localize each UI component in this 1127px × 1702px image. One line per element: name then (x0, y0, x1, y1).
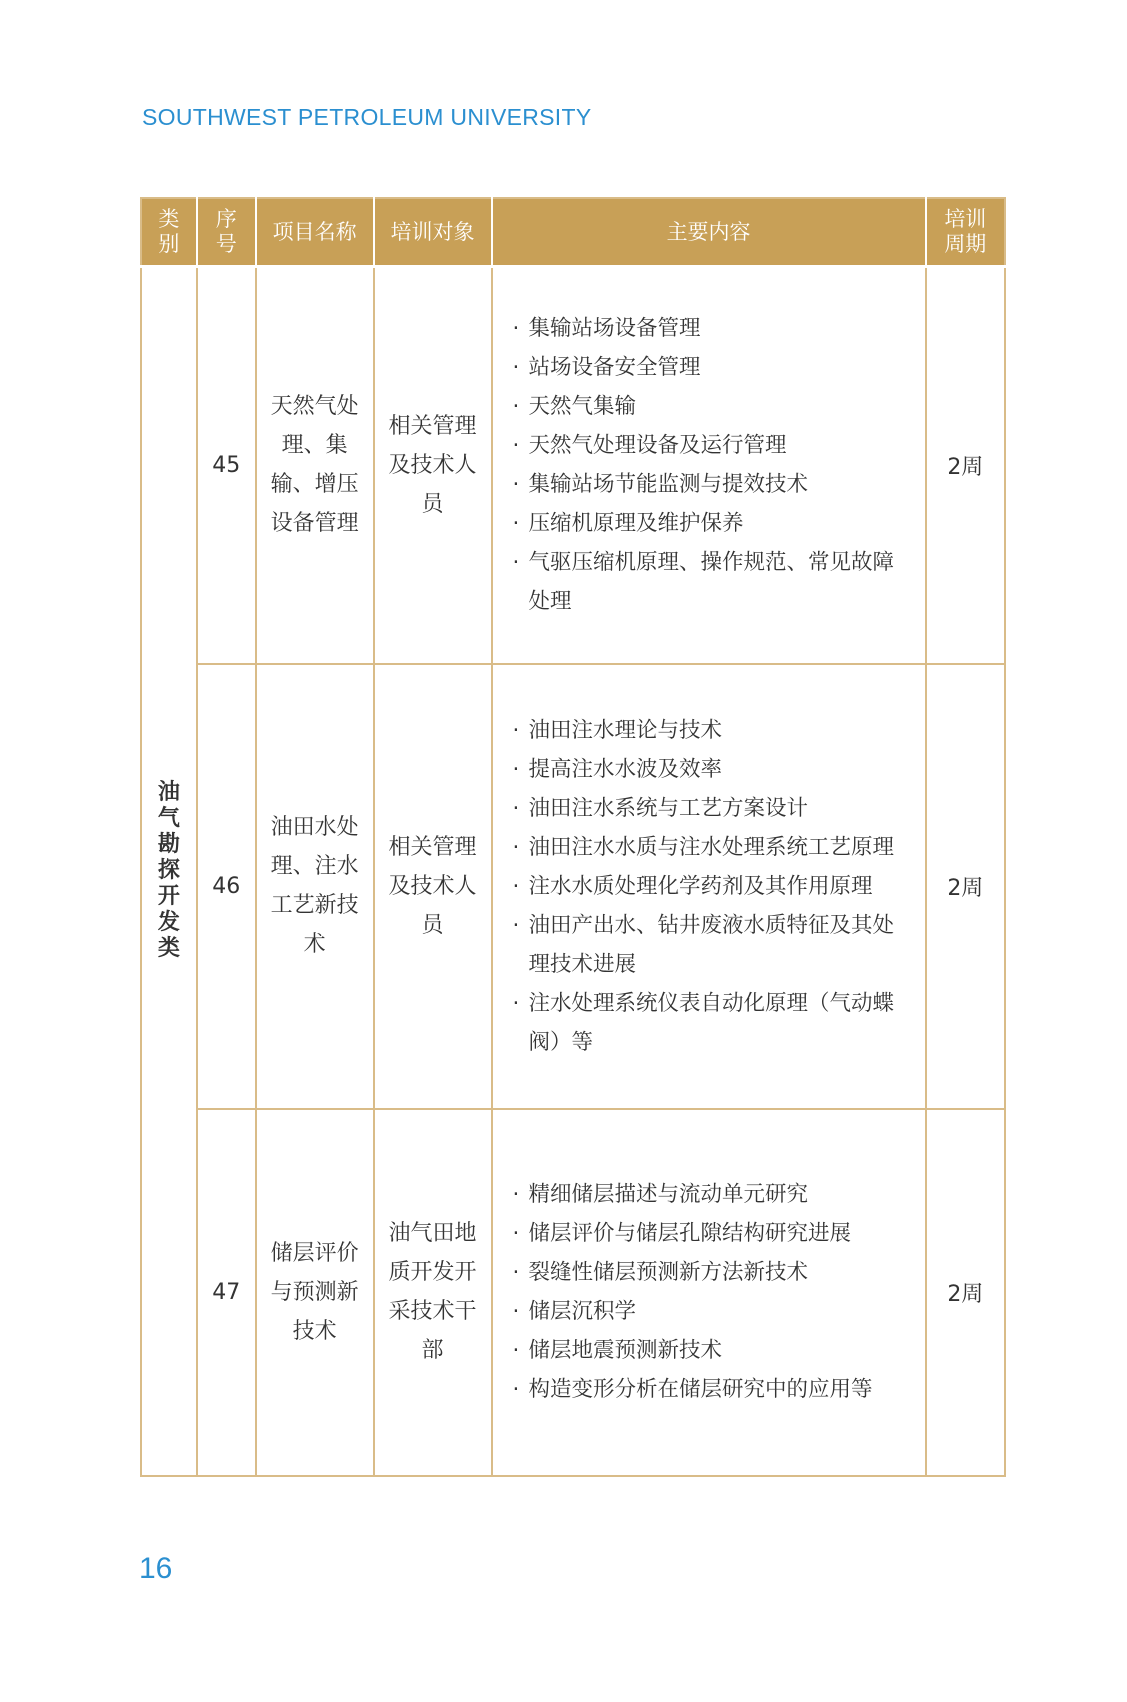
table-row (141, 1109, 1005, 1476)
table-header-row (141, 198, 1005, 267)
content-item: · 构造变形分析在储层研究中的应用等 (513, 1370, 915, 1409)
content-item: · 站场设备安全管理 (513, 348, 915, 387)
content-item: · 油田注水系统与工艺方案设计 (513, 789, 915, 828)
content-item: · 注水水质处理化学药剂及其作用原理 (513, 867, 915, 906)
content-item: · 精细储层描述与流动单元研究 (513, 1175, 915, 1214)
header-number: 序号 (197, 198, 256, 267)
training-target: 相关管理及技术人员 (374, 267, 492, 664)
content-item: · 气驱压缩机原理、操作规范、常见故障处理 (513, 543, 915, 621)
content-item: · 天然气集输 (513, 387, 915, 426)
project-name: 油田水处理、注水工艺新技术 (256, 664, 374, 1109)
category-cell: 油气勘探开发类 (141, 267, 197, 1476)
table-row (141, 664, 1005, 1109)
header-target: 培训对象 (374, 198, 492, 267)
row-number: 47 (197, 1109, 256, 1476)
row-number: 46 (197, 664, 256, 1109)
header-category: 类别 (141, 198, 197, 267)
content-item: · 油田注水理论与技术 (513, 711, 915, 750)
header-period: 培训周期 (926, 198, 1005, 267)
header-title: SOUTHWEST PETROLEUM UNIVERSITY (142, 104, 592, 130)
content-item: · 油田注水水质与注水处理系统工艺原理 (513, 828, 915, 867)
content-item: · 储层评价与储层孔隙结构研究进展 (513, 1214, 915, 1253)
content-item: · 注水处理系统仪表自动化原理（气动蝶阀）等 (513, 984, 915, 1062)
page-number: 16 (139, 1552, 173, 1585)
content-item: · 压缩机原理及维护保养 (513, 504, 915, 543)
content-item: · 天然气处理设备及运行管理 (513, 426, 915, 465)
training-period: 2周 (926, 1109, 1005, 1476)
content-item: · 油田产出水、钻井废液水质特征及其处理技术进展 (513, 906, 915, 984)
header-name: 项目名称 (256, 198, 374, 267)
content-item: · 提高注水水波及效率 (513, 750, 915, 789)
course-table (140, 197, 1006, 1477)
content-item: · 储层沉积学 (513, 1292, 915, 1331)
project-name: 天然气处理、集输、增压设备管理 (256, 267, 374, 664)
training-target: 相关管理及技术人员 (374, 664, 492, 1109)
content-item: · 裂缝性储层预测新方法新技术 (513, 1253, 915, 1292)
content-item: · 集输站场节能监测与提效技术 (513, 465, 915, 504)
header-content: 主要内容 (492, 198, 926, 267)
content-item: · 集输站场设备管理 (513, 309, 915, 348)
training-period: 2周 (926, 267, 1005, 664)
main-content (492, 267, 926, 664)
project-name: 储层评价与预测新技术 (256, 1109, 374, 1476)
training-period: 2周 (926, 664, 1005, 1109)
training-target: 油气田地质开发开采技术干部 (374, 1109, 492, 1476)
main-content (492, 664, 926, 1109)
table-row (141, 267, 1005, 664)
row-number: 45 (197, 267, 256, 664)
main-content (492, 1109, 926, 1476)
content-item: · 储层地震预测新技术 (513, 1331, 915, 1370)
